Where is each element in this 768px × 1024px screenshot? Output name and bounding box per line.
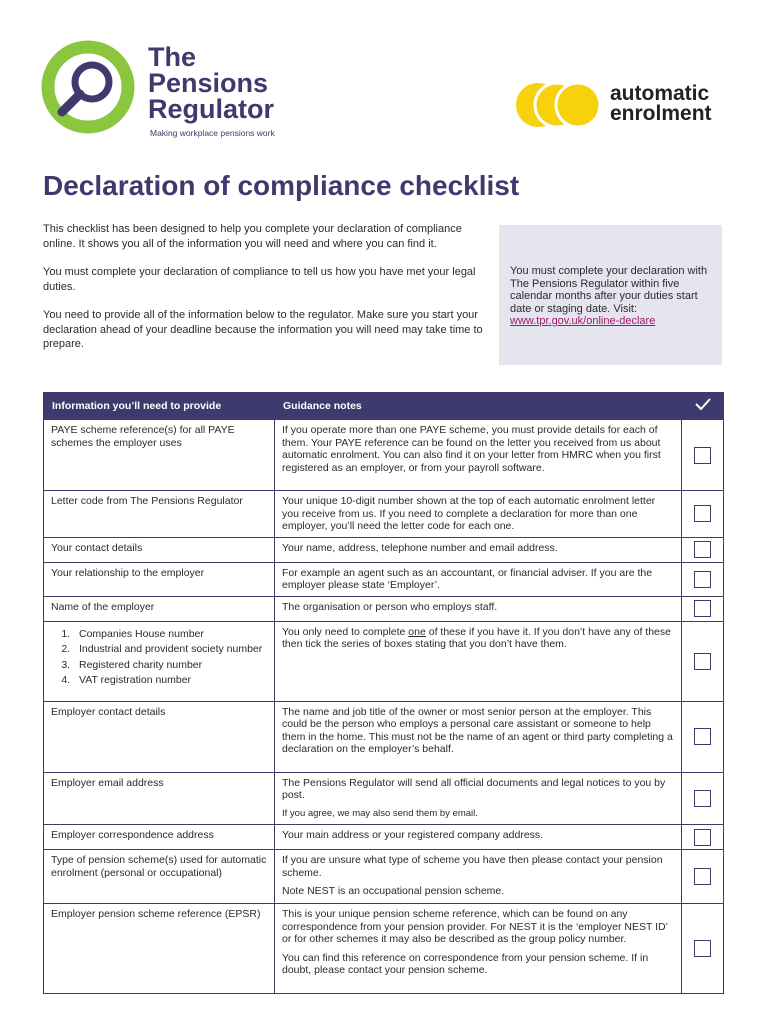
info-cell: Your relationship to the employer [44, 562, 275, 596]
table-row [44, 537, 724, 562]
guidance-cell [275, 850, 682, 904]
org-name-line-1: The [148, 42, 197, 72]
intro-paragraph-1: This checklist has been designed to help you complete your declaration of compliance online. It shows you all of the information you will need and where you can find it. [43, 223, 462, 250]
table-row [44, 825, 724, 850]
tick-checkbox[interactable] [694, 728, 711, 745]
guidance-cell: Your unique 10-digit number shown at the top of each automatic enrolment letter you receive from us. If you need to complete a declaration for more than one employer, you’ll need the letter code for each one. [275, 491, 682, 538]
automatic-enrolment-circles-icon [516, 82, 606, 128]
info-cell: Type of pension scheme(s) used for automatic enrolment (personal or occupational) [44, 850, 275, 904]
guidance-text: If you are unsure what type of scheme you have then please contact your pension scheme. [282, 854, 663, 879]
org-name-line-2: Pensions [148, 68, 269, 98]
visit-label: Visit: [613, 302, 637, 315]
intro-paragraph-3: You need to provide all of the information below to the regulator. Make sure you start your declaration ahead of your deadline because the information you will need may take time to prepare. [43, 309, 483, 350]
info-cell: Employer correspondence address [44, 825, 275, 850]
table-row [44, 562, 724, 596]
tick-cell [682, 825, 724, 850]
table-row [44, 904, 724, 994]
table-row [44, 772, 724, 825]
guidance-text: This is your unique pension scheme reference, which can be found on any correspondence from your pension provider. For NEST it is the ‘employer NEST ID’ or for other schemes it may also be described as the group policy number. [282, 908, 668, 945]
page-header [0, 0, 768, 150]
page-title: Declaration of compliance checklist [43, 170, 520, 201]
tick-checkbox[interactable] [694, 600, 711, 617]
tick-cell [682, 491, 724, 538]
tick-checkbox[interactable] [694, 571, 711, 588]
tick-checkbox[interactable] [694, 829, 711, 846]
tick-cell [682, 850, 724, 904]
guidance-emphasis: one [408, 625, 426, 638]
guidance-cell [275, 621, 682, 701]
org-name [148, 44, 274, 122]
deadline-info-box [499, 225, 722, 365]
column-header-tick [682, 393, 724, 420]
tick-checkbox[interactable] [694, 790, 711, 807]
intro-paragraph-2: You must complete your declaration of compliance to tell us how you have met your legal duties. [43, 266, 476, 293]
checklist-table [43, 392, 724, 994]
guidance-subtext: If you agree, we may also send them by email. [282, 807, 478, 819]
info-cell: Employer contact details [44, 701, 275, 772]
guidance-cell: Your main address or your registered company address. [275, 825, 682, 850]
org-tagline: Making workplace pensions work [150, 128, 275, 138]
org-name-line-3: Regulator [148, 94, 275, 124]
tick-cell [682, 904, 724, 994]
table-row [44, 596, 724, 621]
tick-cell [682, 420, 724, 491]
info-cell: Employer pension scheme reference (EPSR) [44, 904, 275, 994]
info-cell [44, 621, 275, 701]
info-cell: Your contact details [44, 537, 275, 562]
guidance-text: The Pensions Regulator will send all official documents and legal notices to you by post. [282, 776, 666, 801]
table-row [44, 420, 724, 491]
guidance-subtext: Note NEST is an occupational pension scheme. [282, 885, 505, 897]
ae-line-2: enrolment [610, 102, 712, 125]
info-cell: Name of the employer [44, 596, 275, 621]
info-cell: Letter code from The Pensions Regulator [44, 491, 275, 538]
list-item: 1. Companies House number [73, 628, 267, 641]
tick-cell [682, 596, 724, 621]
guidance-cell [275, 772, 682, 825]
column-header-guidance: Guidance notes [275, 393, 682, 420]
guidance-text: of these if you have it. If you don’t have any of these then tick the series of boxes stating that you don’t have them. [282, 625, 671, 650]
guidance-cell: The organisation or person who employs staff. [275, 596, 682, 621]
guidance-subtext: You can find this reference on correspondence from your pension scheme. If in doubt, please contact your pension scheme. [282, 951, 649, 976]
guidance-cell: Your name, address, telephone number and email address. [275, 537, 682, 562]
tick-cell [682, 562, 724, 596]
tpr-magnifier-logo-icon [40, 38, 140, 138]
tick-checkbox[interactable] [694, 868, 711, 885]
tick-cell [682, 537, 724, 562]
guidance-cell: The name and job title of the owner or most senior person at the employer. This could be the person who employs a personal care assistant or someone to help them in the home. This must not be the name of an agent or third party completing a declaration on the employer’s behalf. [275, 701, 682, 772]
intro-text [43, 222, 483, 366]
guidance-cell [275, 904, 682, 994]
tick-checkbox[interactable] [694, 505, 711, 522]
table-row [44, 621, 724, 701]
table-row [44, 850, 724, 904]
automatic-enrolment-wordmark [610, 84, 712, 124]
identifier-list [51, 628, 267, 687]
online-declare-link[interactable]: www.tpr.gov.uk/online-declare [510, 315, 656, 327]
guidance-text: You only need to complete [282, 625, 409, 638]
table-header-row [44, 393, 724, 420]
tick-checkbox[interactable] [694, 447, 711, 464]
ae-line-1: automatic [610, 82, 710, 105]
tick-cell [682, 772, 724, 825]
tick-checkbox[interactable] [694, 541, 711, 558]
table-row [44, 491, 724, 538]
deadline-text: You must complete your declaration with The Pensions Regulator within five calendar months after your duties start date or staging date. [510, 265, 708, 315]
list-item: 4. VAT registration number [73, 674, 267, 687]
tick-cell [682, 621, 724, 701]
tick-checkbox[interactable] [694, 940, 711, 957]
check-icon [695, 398, 711, 410]
guidance-cell: If you operate more than one PAYE scheme, you must provide details for each of them. Your PAYE reference can be found on the letter you received from us about automatic enrolment. You can also find it on your letter from HMRC when you first registered as an employer, or from your payroll software. [275, 420, 682, 491]
list-item: 2. Industrial and provident society number [73, 643, 267, 656]
table-row [44, 701, 724, 772]
guidance-cell: For example an agent such as an accountant, or financial adviser. If you are the employer please state ‘Employer’. [275, 562, 682, 596]
column-header-information: Information you’ll need to provide [44, 393, 275, 420]
info-cell: Employer email address [44, 772, 275, 825]
list-item: 3. Registered charity number [73, 659, 267, 672]
tick-cell [682, 701, 724, 772]
tick-checkbox[interactable] [694, 653, 711, 670]
info-cell: PAYE scheme reference(s) for all PAYE schemes the employer uses [44, 420, 275, 491]
